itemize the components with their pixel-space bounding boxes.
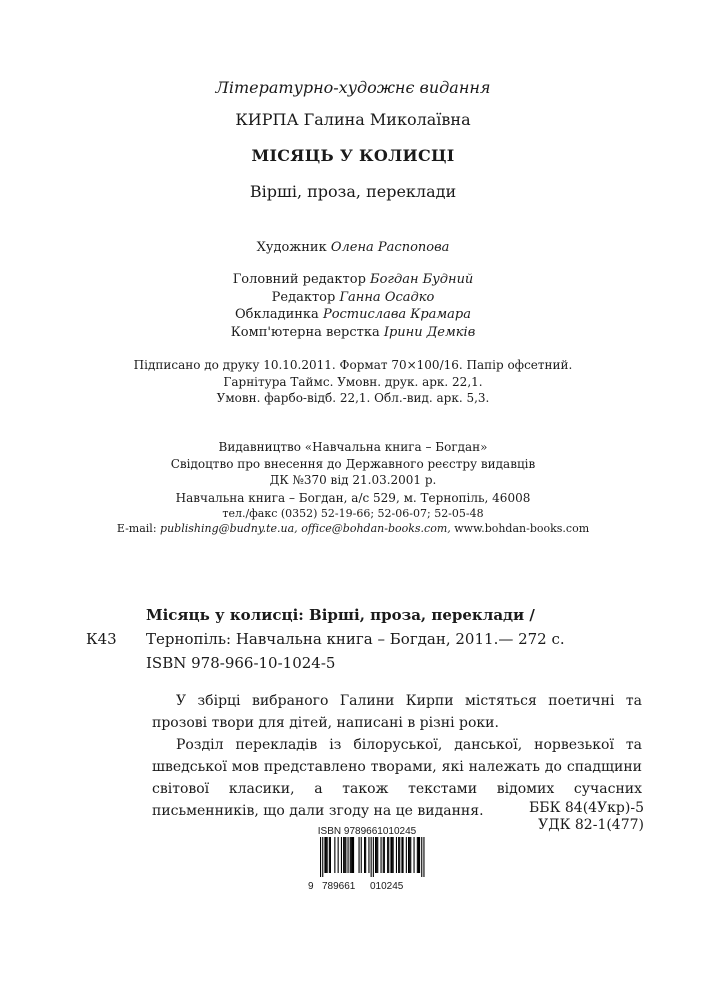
barcode-bar	[388, 837, 389, 873]
barcode-bar	[350, 837, 351, 873]
barcode-bar	[399, 837, 400, 873]
barcode-digits	[308, 881, 426, 893]
barcode-bar	[392, 837, 393, 873]
layout-credit: Комп'ютерна верстка Ірини Демків	[230, 325, 476, 340]
barcode-bar	[348, 837, 349, 873]
barcode-bar	[364, 837, 365, 873]
barcode-digits-right: 010245	[370, 881, 404, 892]
barcode-bar	[421, 837, 422, 877]
print-info-line-3: Умовн. фарбо-відб. 22,1. Обл.-вид. арк. 5,3.	[216, 391, 490, 405]
barcode-bar	[365, 837, 366, 873]
email-link-2[interactable]: office@bohdan-books.com,	[301, 522, 451, 535]
publisher-address: Навчальна книга – Богдан, а/с 529, м. Тернопіль, 46008	[175, 491, 531, 505]
barcode-bar	[414, 837, 415, 873]
book-title: МІСЯЦЬ У КОЛИСЦІ	[251, 146, 455, 165]
email-link-1[interactable]: publishing@budny.te.ua,	[160, 522, 298, 535]
barcode-bar	[376, 837, 377, 873]
barcode-bar	[390, 837, 391, 873]
publisher-registry: Свідоцтво про внесення до Державного реєстру видавців	[170, 457, 536, 471]
author-name: КИРПА Галина Миколаївна	[235, 110, 471, 129]
barcode-bar	[327, 837, 328, 873]
barcode-bar	[353, 837, 354, 873]
barcode-bar	[423, 837, 424, 877]
barcode-bar	[377, 837, 378, 873]
bib-code: К43	[86, 630, 117, 648]
barcode-bar	[352, 837, 353, 873]
barcode-bar	[373, 837, 374, 877]
barcode-bar	[403, 837, 404, 873]
bib-isbn: ISBN 978-966-10-1024-5	[146, 654, 336, 672]
barcode-bar	[368, 837, 369, 873]
barcode-bar	[393, 837, 394, 873]
barcode-bar	[381, 837, 382, 873]
barcode-bar	[410, 837, 411, 873]
isbn-barcode	[308, 826, 426, 893]
chief-editor-credit: Головний редактор Богдан Будний	[232, 272, 474, 287]
barcode-bar	[324, 837, 325, 873]
bib-imprint: Тернопіль: Навчальна книга – Богдан, 2011.— 272 с.	[146, 630, 565, 648]
barcode-bar	[419, 837, 420, 873]
barcode-bars	[308, 837, 426, 877]
barcode-bar	[326, 837, 327, 873]
barcode-bar	[375, 837, 376, 873]
barcode-isbn-text: ISBN 9789661010245	[317, 826, 417, 837]
publisher-phone: тел./факс (0352) 52-19-66; 52-06-07; 52-05-48	[222, 507, 484, 520]
barcode-bar	[322, 837, 323, 877]
bib-title: Місяць у колисці: Вірші, проза, переклади /	[146, 606, 535, 624]
barcode-bar	[343, 837, 344, 873]
barcode-digits-left: 789661	[322, 881, 356, 892]
barcode-bar	[409, 837, 410, 873]
barcode-bar	[418, 837, 419, 873]
barcode-bar	[338, 837, 339, 873]
barcode-bar	[344, 837, 345, 873]
cover-credit: Обкладинка Ростислава Крамара	[234, 307, 471, 322]
barcode-bar	[408, 837, 409, 873]
barcode-bar	[401, 837, 402, 873]
barcode-bar	[320, 837, 321, 877]
annotation-paragraph-1: У збірці вибраного Галини Кирпи містяться поетичні та прозові твори для дітей, написані в різні роки.	[152, 693, 642, 731]
artist-credit: Художник Олена Распопова	[256, 240, 450, 255]
publisher-contacts	[0, 522, 706, 535]
barcode-bar	[345, 837, 346, 873]
print-info-line-1: Підписано до друку 10.10.2011. Формат 70×100/16. Папір офсетний.	[133, 358, 573, 372]
barcode-bar	[383, 837, 384, 873]
annotation-paragraph-2: Розділ перекладів із білоруської, данської, норвезької та шведської мов представлено творами, які належать до спадщини світової класики, а також текстами відомих сучасних письменників, що дали згоду на це видання.	[152, 737, 642, 819]
print-info-line-2: Гарнітура Таймс. Умовн. друк. арк. 22,1.	[223, 375, 483, 389]
barcode-bar	[351, 837, 352, 873]
barcode-bar	[334, 837, 335, 873]
barcode-bar	[361, 837, 362, 873]
barcode-bar	[406, 837, 407, 873]
publisher-license: ДК №370 від 21.03.2001 р.	[269, 473, 437, 487]
website-link[interactable]: www.bohdan-books.com	[454, 522, 590, 535]
barcode-bar	[398, 837, 399, 873]
barcode-bar	[387, 837, 388, 873]
book-subtitle: Вірші, проза, переклади	[249, 182, 457, 201]
barcode-bar	[396, 837, 397, 873]
barcode-bar	[359, 837, 360, 873]
bbk-code: ББК 84(4Укр)-5	[529, 800, 644, 816]
email-label: E-mail:	[116, 522, 157, 535]
barcode-bar	[341, 837, 342, 873]
genre-label: Літературно-художнє видання	[215, 78, 491, 97]
barcode-bar	[330, 837, 331, 873]
barcode-bar	[371, 837, 372, 877]
publisher-name: Видавництво «Навчальна книга – Богдан»	[218, 440, 488, 454]
udk-code: УДК 82-1(477)	[538, 817, 644, 833]
barcode-bar	[417, 837, 418, 873]
editor-credit: Редактор Ганна Осадко	[271, 290, 435, 305]
barcode-digit-first: 9	[308, 881, 314, 892]
barcode-bar	[384, 837, 385, 873]
barcode-bar	[329, 837, 330, 873]
